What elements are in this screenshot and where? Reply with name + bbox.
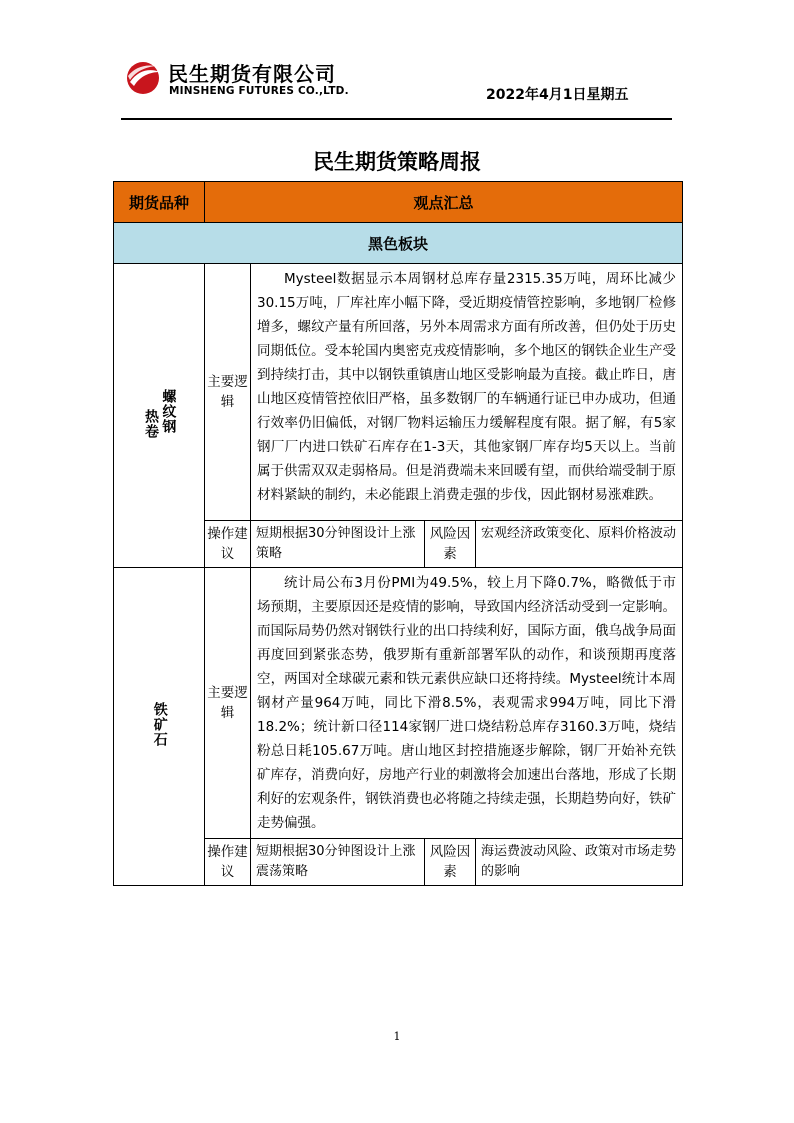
product-cell-iron-ore (114, 568, 205, 886)
header-divider (121, 118, 672, 120)
risk-text: 海运费波动风险、政策对市场走势的影响 (476, 839, 683, 886)
risk-label: 风险因素 (425, 521, 476, 568)
product-name-line2: 热卷 (143, 408, 159, 439)
report-title: 民生期货策略周报 (313, 150, 481, 174)
product-cell-rebar (114, 264, 205, 568)
strategy-table (113, 181, 683, 886)
risk-text: 宏观经济政策变化、原料价格波动 (476, 521, 683, 568)
col-header-product: 期货品种 (114, 182, 205, 223)
product-name-line1: 螺纹钢 (160, 388, 177, 434)
sector-label: 黑色板块 (114, 223, 683, 264)
company-name-en: MINSHENG FUTURES CO.,LTD. (169, 85, 349, 97)
col-header-summary: 观点汇总 (205, 182, 683, 223)
logic-text: Mysteel数据显示本周钢材总库存量2315.35万吨，周环比减少30.15万吨，厂库社库小幅下降，受近期疫情管控影响，多地钢厂检修增多，螺纹产量有所回落，另外本周需求方面有所改善，但仍处于历史同期低位。受本轮国内奥密克戎疫情影响，多个地区的钢铁企业生产受到持续打击，其中以钢铁重镇唐山地区受影响最为直接。截止昨日，唐山地区疫情管控依旧严格，虽多数钢厂的车辆通行证已申办成功，但通行效率仍旧偏低，对钢厂物料运输压力缓解程度有限。据了解，有5家钢厂厂内进口铁矿石库存在1-3天，其他家钢厂库存均5天以上。当前属于供需双双走弱格局。但是消费端未来回暖有望，而供给端受制于原材料紧缺的制约，未必能跟上消费走强的步伐，因此钢材易涨难跌。 (251, 264, 683, 521)
logic-text: 统计局公布3月份PMI为49.5%，较上月下降0.7%，略微低于市场预期，主要原因还是疫情的影响，导致国内经济活动受到一定影响。而国际局势仍然对钢铁行业的出口持续利好，国际方面，俄乌战争局面再度回到紧张态势，俄罗斯有重新部署军队的动作，和谈预期再度落空，两国对全球碳元素和铁元素供应缺口还将持续。Mysteel统计本周钢材产量964万吨，同比下滑8.5%，表观需求994万吨，同比下滑18.2%；统计新口径114家钢厂进口烧结粉总库存3160.3万吨，烧结粉总日耗105.67万吨。唐山地区封控措施逐步解除，钢厂开始补充铁矿库存，消费向好，房地产行业的刺激将会加速出台落地，形成了长期利好的宏观条件，钢铁消费也必将随之持续走强，长期趋势向好，铁矿走势偏强。 (251, 568, 683, 839)
product-name-line1: 铁矿石 (151, 702, 168, 747)
table-row (114, 568, 683, 839)
table-row (114, 264, 683, 521)
table-header-row (114, 182, 683, 223)
logic-label: 主要逻辑 (205, 568, 251, 839)
minsheng-logo-icon (124, 60, 162, 96)
op-label: 操作建议 (205, 839, 251, 886)
product-name-rebar (143, 389, 176, 439)
page-number: 1 (393, 1030, 401, 1043)
company-name-cn: 民生期货有限公司 (168, 62, 336, 86)
report-date: 2022年4月1日星期五 (486, 87, 629, 103)
company-logo (124, 58, 364, 104)
risk-label: 风险因素 (425, 839, 476, 886)
op-text: 短期根据30分钟图设计上涨策略 (251, 521, 425, 568)
logic-label: 主要逻辑 (205, 264, 251, 521)
op-text: 短期根据30分钟图设计上涨震荡策略 (251, 839, 425, 886)
sector-row (114, 223, 683, 264)
op-label: 操作建议 (205, 521, 251, 568)
